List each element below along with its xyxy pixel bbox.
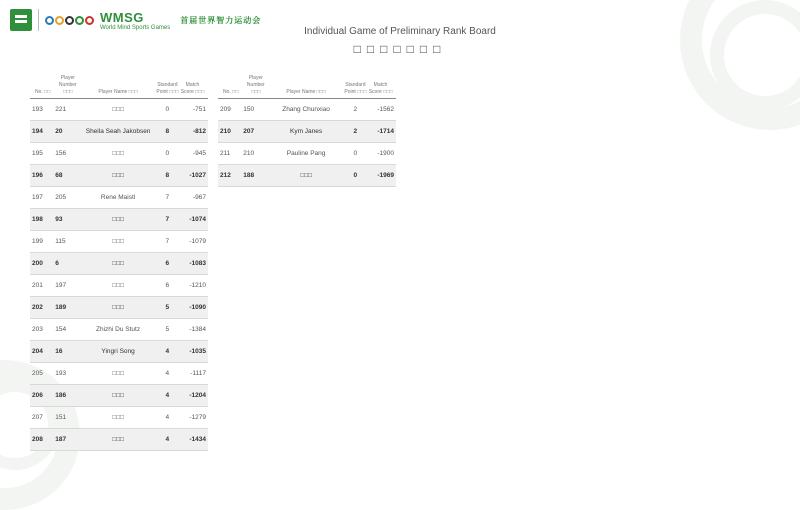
- table-row: [30, 121, 208, 143]
- standard-point-cell: 6: [165, 260, 170, 267]
- header-standard-point: Standard Point □□□: [156, 82, 179, 95]
- rank-cell: 202: [32, 304, 43, 311]
- table-row: [30, 231, 208, 253]
- player-name-cell: Yingri Song: [101, 347, 135, 355]
- table-row: [30, 363, 208, 385]
- header-match-score: Match Score □□□: [368, 82, 393, 95]
- rank-cell: 195: [32, 150, 43, 157]
- rank-cell: 198: [32, 216, 43, 223]
- match-score-cell: -1035: [189, 348, 207, 355]
- table-header: [30, 70, 208, 99]
- player-number-cell: 188: [243, 172, 255, 179]
- match-score-cell: -1027: [189, 172, 207, 179]
- rank-cell: 204: [32, 348, 43, 355]
- player-number-cell: 205: [55, 194, 67, 201]
- header-player-number: Player Number □□□: [58, 75, 77, 95]
- player-number-cell: 151: [55, 414, 67, 421]
- table-row: [30, 209, 208, 231]
- match-score-cell: -751: [193, 106, 207, 113]
- rank-cell: 197: [32, 194, 43, 201]
- match-score-cell: -1900: [377, 150, 395, 157]
- rank-cell: 212: [220, 172, 231, 179]
- player-name-cell: Sheila Seah Jakobsen: [85, 127, 151, 135]
- player-name-cell: □□□: [112, 215, 124, 223]
- player-number-cell: 115: [55, 238, 66, 245]
- header-player-number: Player Number □□□: [246, 75, 265, 95]
- page-title: Individual Game of Preliminary Rank Board: [304, 26, 496, 37]
- player-name-cell: □□□: [112, 259, 124, 267]
- standard-point-cell: 0: [353, 150, 358, 157]
- rank-cell: 193: [32, 106, 43, 113]
- match-score-cell: -1562: [377, 106, 395, 113]
- player-name-cell: □□□: [112, 171, 124, 179]
- table-row: [218, 121, 396, 143]
- match-score-cell: -1083: [189, 260, 207, 267]
- match-score-cell: -945: [193, 150, 207, 157]
- player-number-cell: 68: [55, 172, 63, 179]
- table-row: [30, 319, 208, 341]
- standard-point-cell: 5: [165, 326, 170, 333]
- org-subtitle: World Mind Sports Games: [100, 24, 171, 31]
- rank-cell: 206: [32, 392, 43, 399]
- standard-point-cell: 6: [165, 282, 170, 289]
- rank-cell: 196: [32, 172, 43, 179]
- header-rank: No. □□: [223, 89, 239, 95]
- match-score-cell: -1279: [189, 414, 207, 421]
- rank-table-right: [218, 70, 396, 187]
- player-name-cell: Zhizhi Du Stutz: [96, 325, 141, 333]
- org-abbreviation: WMSG: [100, 9, 144, 25]
- table-header: [218, 70, 396, 99]
- player-name-cell: □□□: [112, 435, 124, 443]
- standard-point-cell: 0: [165, 106, 170, 113]
- match-score-cell: -1434: [189, 436, 207, 443]
- rings-logo-icon: [45, 16, 94, 25]
- match-score-cell: -1074: [189, 216, 207, 223]
- standard-point-cell: 0: [353, 172, 358, 179]
- player-number-cell: 210: [243, 150, 255, 157]
- table-row: [30, 165, 208, 187]
- table-row: [30, 275, 208, 297]
- rank-cell: 194: [32, 128, 43, 135]
- player-name-cell: Zhang Chunxiao: [282, 105, 330, 113]
- player-name-cell: □□□: [112, 105, 124, 113]
- player-number-cell: 20: [55, 128, 63, 135]
- player-number-cell: 221: [55, 106, 67, 113]
- standard-point-cell: 7: [165, 238, 170, 245]
- match-score-cell: -1090: [189, 304, 207, 311]
- header-rank: No. □□: [35, 89, 51, 95]
- match-score-cell: -1117: [190, 370, 207, 377]
- table-row: [30, 407, 208, 429]
- rank-cell: 210: [220, 128, 231, 135]
- player-name-cell: □□□: [112, 281, 124, 289]
- rank-cell: 207: [32, 414, 43, 421]
- header-standard-point: Standard Point □□□: [344, 82, 367, 95]
- player-name-cell: □□□: [112, 237, 124, 245]
- player-name-cell: □□□: [112, 149, 124, 157]
- player-name-cell: □□□: [300, 171, 312, 179]
- player-name-cell: Rene Maistl: [100, 193, 136, 201]
- player-number-cell: 186: [55, 392, 67, 399]
- standard-point-cell: 8: [165, 128, 170, 135]
- table-row: [30, 385, 208, 407]
- rank-cell: 201: [32, 282, 43, 289]
- standard-point-cell: 4: [165, 370, 170, 377]
- rank-cell: 199: [32, 238, 43, 245]
- header-player-name: Player Name □□□: [286, 89, 326, 95]
- table-row: [218, 165, 396, 187]
- standard-point-cell: 2: [353, 128, 358, 135]
- player-number-cell: 207: [243, 128, 255, 135]
- standard-point-cell: 7: [165, 216, 170, 223]
- standard-point-cell: 2: [353, 106, 358, 113]
- match-score-cell: -967: [193, 194, 207, 201]
- match-score-cell: -1204: [189, 392, 207, 399]
- player-number-cell: 150: [243, 106, 255, 113]
- table-row: [218, 99, 396, 121]
- match-score-cell: -1210: [189, 282, 207, 289]
- standard-point-cell: 5: [165, 304, 170, 311]
- player-number-cell: 154: [55, 326, 67, 333]
- table-row: [30, 341, 208, 363]
- player-name-cell: □□□: [112, 369, 124, 377]
- player-number-cell: 6: [55, 260, 59, 267]
- rank-cell: 208: [32, 436, 43, 443]
- player-number-cell: 187: [55, 436, 67, 443]
- standard-point-cell: 4: [165, 414, 170, 421]
- table-row: [30, 297, 208, 319]
- table-row: [30, 143, 208, 165]
- player-number-cell: 93: [55, 216, 63, 223]
- rank-cell: 200: [32, 260, 43, 267]
- player-name-cell: □□□: [112, 391, 124, 399]
- standard-point-cell: 7: [165, 194, 170, 201]
- rank-cell: 211: [220, 150, 231, 157]
- rank-cell: 209: [220, 106, 231, 113]
- player-name-cell: Pauline Pang: [286, 149, 326, 157]
- match-score-cell: -1714: [377, 128, 395, 135]
- player-number-cell: 197: [55, 282, 67, 289]
- rank-cell: 203: [32, 326, 43, 333]
- table-row: [30, 99, 208, 121]
- player-number-cell: 189: [55, 304, 67, 311]
- match-score-cell: -812: [193, 128, 207, 135]
- table-row: [30, 429, 208, 451]
- rank-table-left: [30, 70, 208, 451]
- table-row: [30, 187, 208, 209]
- standard-point-cell: 4: [165, 436, 170, 443]
- org-chinese-name: 首届世界智力运动会: [180, 15, 262, 25]
- player-name-cell: □□□: [112, 413, 124, 421]
- standard-point-cell: 4: [165, 348, 170, 355]
- player-name-cell: Kym Janes: [290, 127, 323, 135]
- player-name-cell: □□□: [112, 303, 124, 311]
- standard-point-cell: 8: [165, 172, 170, 179]
- player-number-cell: 193: [55, 370, 67, 377]
- header-player-name: Player Name □□□: [98, 89, 138, 95]
- standard-point-cell: 0: [165, 150, 170, 157]
- table-row: [218, 143, 396, 165]
- match-score-cell: -1384: [189, 326, 207, 333]
- page-title-cn: □□□□□□□: [353, 42, 447, 56]
- match-score-cell: -1079: [189, 238, 207, 245]
- standard-point-cell: 4: [165, 392, 170, 399]
- rank-cell: 205: [32, 370, 43, 377]
- match-score-cell: -1969: [377, 172, 395, 179]
- header-match-score: Match Score □□□: [180, 82, 205, 95]
- player-number-cell: 156: [55, 150, 67, 157]
- table-row: [30, 253, 208, 275]
- player-number-cell: 16: [55, 348, 63, 355]
